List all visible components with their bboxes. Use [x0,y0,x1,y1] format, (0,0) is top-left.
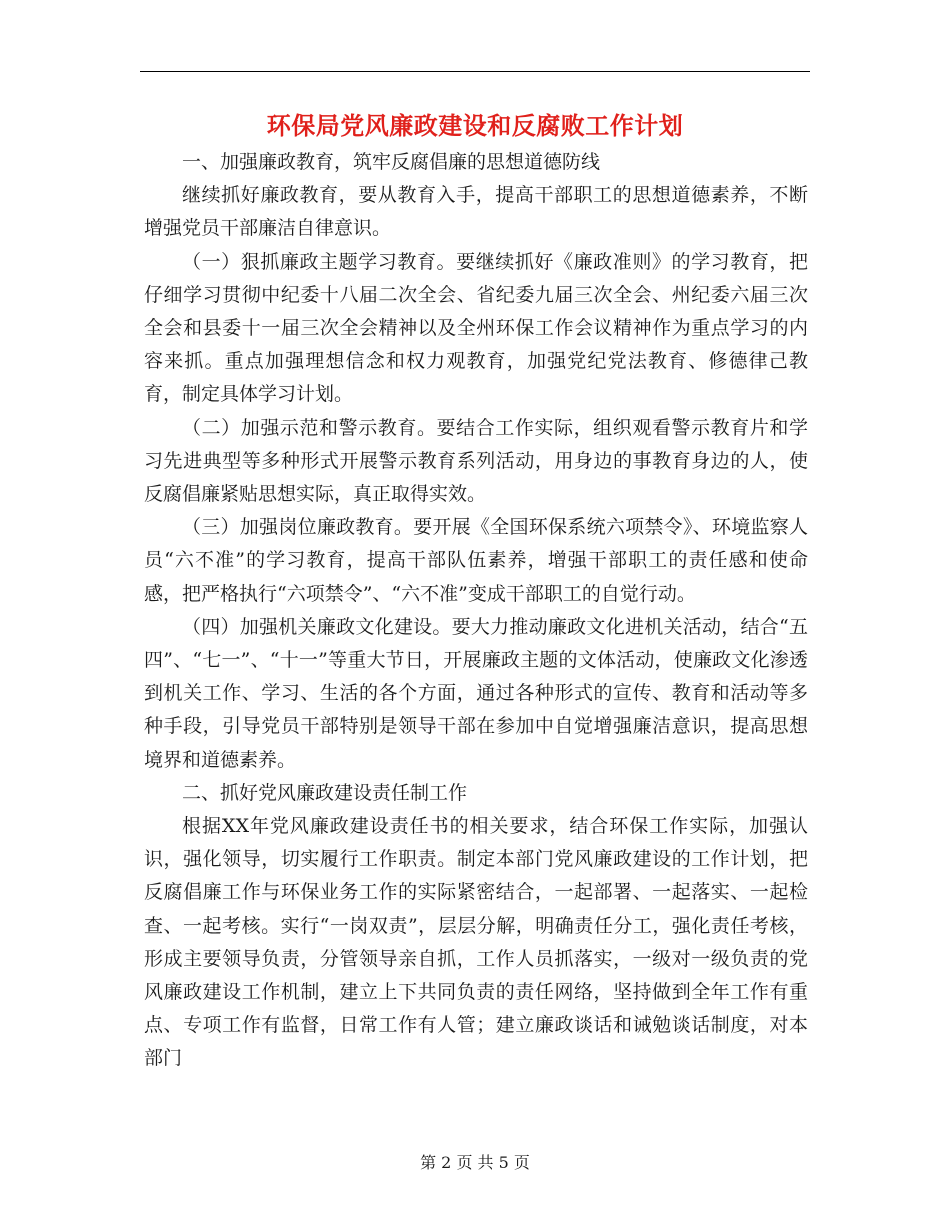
section-heading-1: 一、加强廉政教育，筑牢反腐倡廉的思想道德防线 [182,151,601,173]
paragraph-item-4: （四）加强机关廉政文化建设。要大力推动廉政文化进机关活动，结合“五四”、“七一”、“十一”等重大节日，开展廉政主题的文体活动，使廉政文化渗透到机关工作、学习、生活的各个方面，通过各种形式的宣传、教育和活动等多种手段，引导党员干部特别是领导干部在参加中自觉增强廉洁意识，提高思想境界和道德素养。 [144,615,808,771]
paragraph-intro: 继续抓好廉政教育，要从教育入手，提高干部职工的思想道德素养，不断增强党员干部廉洁自律意识。 [144,184,808,240]
header-rule [140,71,810,72]
page-number: 第 2 页 共 5 页 [420,1153,530,1172]
section-heading-2: 二、抓好党风廉政建设责任制工作 [182,781,468,804]
document-title: 环保局党风廉政建设和反腐败工作计划 [266,111,684,140]
paragraph-item-1: （一）狠抓廉政主题学习教育。要继续抓好《廉政准则》的学习教育，把仔细学习贯彻中纪委十八届二次全会、省纪委九届三次全会、州纪委六届三次全会和县委十一届三次全会精神以及全州环保工作会议精神作为重点学习的内容来抓。重点加强理想信念和权力观教育，加强党纪党法教育、修德律己教育，制定具体学习计划。 [144,250,808,406]
paragraph-responsibility: 根据XX年党风廉政建设责任书的相关要求，结合环保工作实际，加强认识，强化领导，切实履行工作职责。制定本部门党风廉政建设的工作计划，把反腐倡廉工作与环保业务工作的实际紧密结合，一起部署、一起落实、一起检查、一起考核。实行“一岗双责”，层层分解，明确责任分工，强化责任考核，形成主要领导负责，分管领导亲自抓，工作人员抓落实，一级对一级负责的党风廉政建设工作机制，建立上下共同负责的责任网络，坚持做到全年工作有重点、专项工作有监督，日常工作有人管；建立廉政谈话和诫勉谈话制度，对本部门 [144,815,808,1070]
paragraph-item-2: （二）加强示范和警示教育。要结合工作实际，组织观看警示教育片和学习先进典型等多种形式开展警示教育系列活动，用身边的事教育身边的人，使反腐倡廉紧贴思想实际，真正取得实效。 [144,416,808,506]
document-body [144,146,808,1076]
paragraph-item-3: （三）加强岗位廉政教育。要开展《全国环保系统六项禁令》、环境监察人员“六不准”的学习教育，提高干部队伍素养，增强干部职工的责任感和使命感，把严格执行“六项禁令”、“六不准”变成干部职工的自觉行动。 [144,516,808,605]
